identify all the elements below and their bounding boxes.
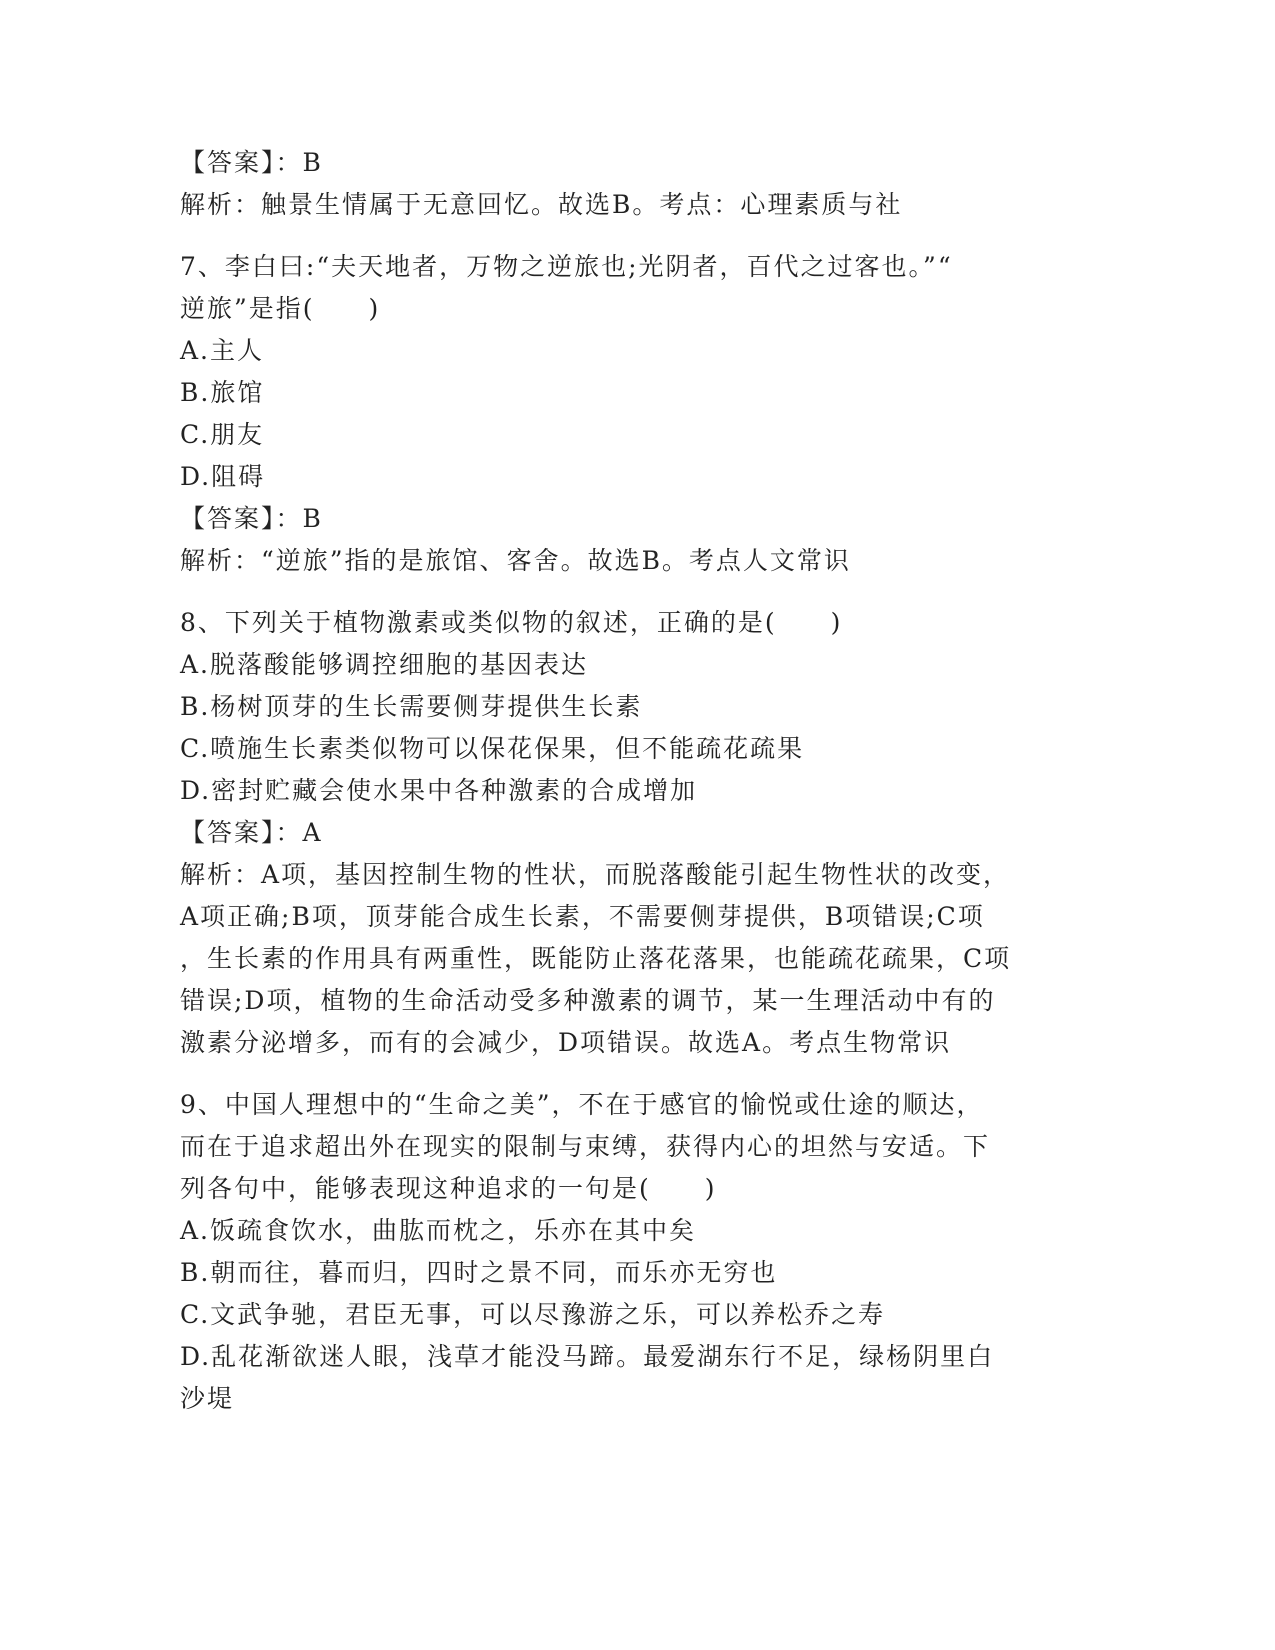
analysis-line: A项正确;B项，顶芽能合成生长素，不需要侧芽提供，B项错误;C项 xyxy=(180,902,985,931)
question-7 xyxy=(180,246,1080,582)
option-d: D.密封贮藏会使水果中各种激素的合成增加 xyxy=(180,776,698,805)
analysis-line: ，生长素的作用具有两重性，既能防止落花落果，也能疏花疏果，C项 xyxy=(180,944,1012,973)
question-stem-line: 逆旅”是指( ) xyxy=(180,294,381,323)
answer-line: 【答案】：B xyxy=(180,148,323,177)
option-c: C.朋友 xyxy=(180,420,265,449)
question-9 xyxy=(180,1084,1080,1420)
question-6-tail xyxy=(180,142,1080,226)
question-stem-line: 7、李白曰:“夫天地者，万物之逆旅也;光阴者，百代之过客也。”“ xyxy=(180,252,953,281)
option-d: D.阻碍 xyxy=(180,462,266,491)
question-stem-line: 9、中国人理想中的“生命之美”，不在于感官的愉悦或仕途的顺达， xyxy=(180,1090,984,1119)
option-b: B.杨树顶芽的生长需要侧芽提供生长素 xyxy=(180,692,643,721)
question-stem-line: 列各句中，能够表现这种追求的一句是( ) xyxy=(180,1174,717,1203)
question-8 xyxy=(180,602,1080,1064)
option-c: C.文武争驰，君臣无事，可以尽豫游之乐，可以养松乔之寿 xyxy=(180,1300,886,1329)
option-c: C.喷施生长素类似物可以保花保果，但不能疏花疏果 xyxy=(180,734,805,763)
option-d-continuation: 沙堤 xyxy=(180,1384,235,1413)
option-a: A.饭疏食饮水，曲肱而枕之，乐亦在其中矣 xyxy=(180,1216,697,1245)
analysis-line: 解析：“逆旅”指的是旅馆、客舍。故选B。考点人文常识 xyxy=(180,546,851,575)
option-d: D.乱花渐欲迷人眼，浅草才能没马蹄。最爱湖东行不足，绿杨阴里白 xyxy=(180,1342,995,1371)
analysis-line: 解析：A项，基因控制生物的性状，而脱落酸能引起生物性状的改变， xyxy=(180,860,1011,889)
option-a: A.主人 xyxy=(180,336,265,365)
document-page xyxy=(180,142,1080,1420)
answer-line: 【答案】：B xyxy=(180,504,323,533)
option-b: B.旅馆 xyxy=(180,378,265,407)
analysis-line: 错误;D项，植物的生命活动受多种激素的调节，某一生理活动中有的 xyxy=(180,986,996,1015)
answer-line: 【答案】：A xyxy=(180,818,323,847)
analysis-line: 解析：触景生情属于无意回忆。故选B。考点：心理素质与社 xyxy=(180,190,903,219)
option-b: B.朝而往，暮而归，四时之景不同，而乐亦无穷也 xyxy=(180,1258,778,1287)
question-stem-line: 而在于追求超出外在现实的限制与束缚，获得内心的坦然与安适。下 xyxy=(180,1132,991,1161)
analysis-line: 激素分泌增多，而有的会减少，D项错误。故选A。考点生物常识 xyxy=(180,1028,952,1057)
option-a: A.脱落酸能够调控细胞的基因表达 xyxy=(180,650,589,679)
question-stem-line: 8、下列关于植物激素或类似物的叙述，正确的是( ) xyxy=(180,608,843,637)
